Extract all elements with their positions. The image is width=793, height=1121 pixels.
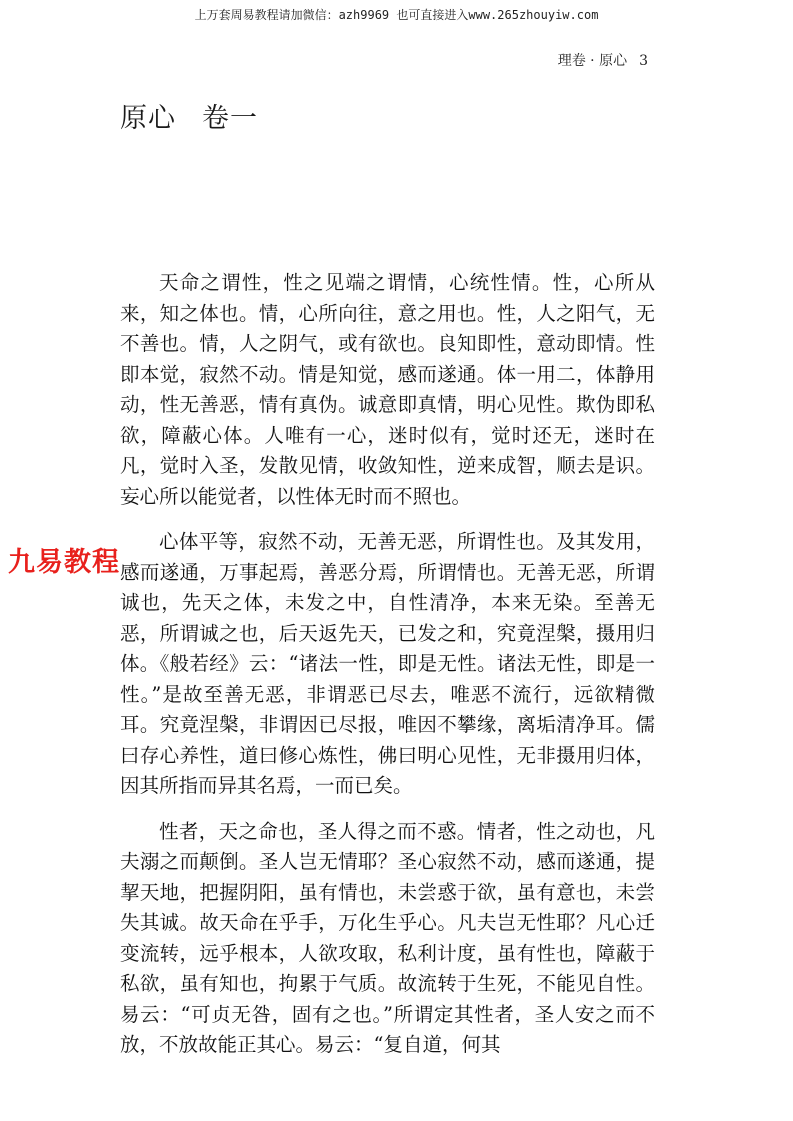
paragraph-3: 性者，天之命也，圣人得之而不惑。情者，性之动也，凡夫溺之而颠倒。圣人岂无情耶？圣心寂然不动，感而遂通，提挈天地，把握阴阳，虽有情也，未尝惑于欲，虽有意也，未尝失其诚。故天命在乎手，万化生乎心。凡夫岂无性耶？凡心迁变流转，远乎根本，人欲攻取，私利计度，虽有性也，障蔽于私欲，虽有知也，拘累于气质。故流转于生死，不能见自性。易云：“可贞无咎，固有之也。”所谓定其性者，圣人安之而不放，不放故能正其心。易云：“复自道，何其 [120,819,655,1056]
running-header [558,50,648,70]
chapter-volume: 卷一 [202,103,258,134]
watermark-logo: 九易教程 [8,547,120,578]
paragraph-2: 心体平等，寂然不动，无善无恶，所谓性也。及其发用，感而遂通，万事起焉，善恶分焉，所谓情也。无善无恶，所谓诚也，先天之体，未发之中，自性清净，本来无染。至善无恶，所谓诚之也，后天返先天，已发之和，究竟涅槃，摄用归体。《般若经》云：“诸法一性，即是无性。诸法无性，即是一性。”是故至善无恶，非谓恶已尽去，唯恶不流行，远欲精微耳。究竟涅槃，非谓因已尽报，唯因不攀缘，离垢清净耳。儒曰存心养性，道曰修心炼性，佛曰明心见性，无非摄用归体，因其所指而异其名焉，一而已矣。 [120,530,655,797]
running-header-title: 理卷 · 原心 [557,53,628,69]
body-text [120,268,655,1061]
top-banner: 上万套周易教程请加微信：azh9969 也可直接进入www.265zhouyiw.com [194,8,599,22]
paragraph-1: 天命之谓性，性之见端之谓情，心统性情。性，心所从来，知之体也。情，心所向往，意之用也。性，人之阳气，无不善也。情，人之阴气，或有欲也。良知即性，意动即情。性即本觉，寂然不动。情是知觉，感而遂通。体一用二，体静用动，性无善恶，情有真伪。诚意即真情，明心见性。欺伪即私欲，障蔽心体。人唯有一心，迷时似有，觉时还无，迷时在凡，觉时入圣，发散见情，收敛知性，逆来成智，顺去是识。妄心所以能觉者，以性体无时而不照也。 [120,271,655,508]
chapter-name: 原心 [120,103,176,134]
chapter-title [120,96,258,135]
page-number: 3 [639,53,648,69]
